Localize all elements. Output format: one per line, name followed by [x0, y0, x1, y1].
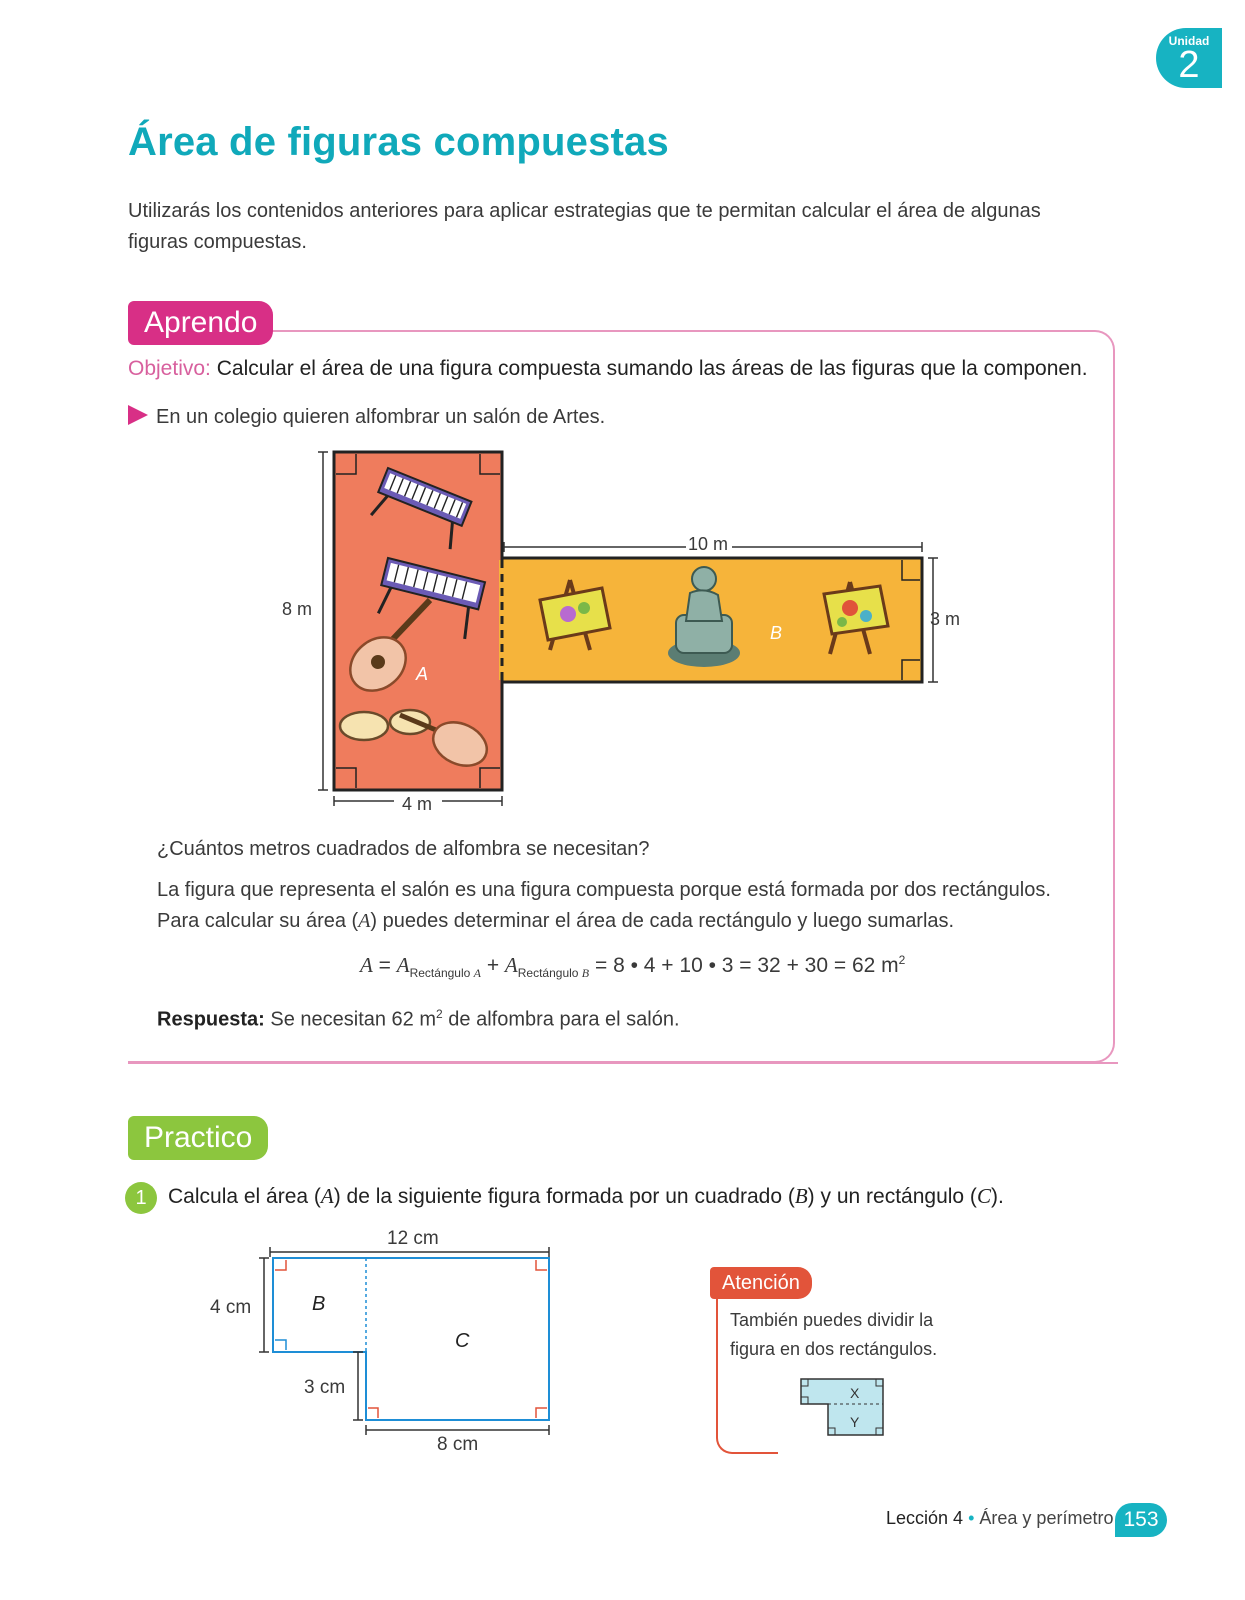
exercise-text-d: ). [990, 1185, 1004, 1208]
rectangle-c-label: C [455, 1330, 470, 1352]
formula-sub-b-var: B [581, 966, 590, 981]
explanation-text-b: ) puedes determinar el área de cada rectángulo y luego sumarlas. [370, 910, 955, 932]
formula-sub-a-var: A [473, 966, 481, 981]
middle-height-label: 3 cm [304, 1377, 346, 1398]
question-text: ¿Cuántos metros cuadrados de alfombra se necesitan? [157, 838, 650, 860]
answer-text-b: de alfombra para el salón. [442, 1008, 680, 1031]
attention-figure [796, 1374, 890, 1440]
region-x-label: X [850, 1385, 860, 1401]
footer-lesson [886, 1508, 1113, 1529]
region-y-label: Y [850, 1414, 860, 1430]
exercise-text [168, 1184, 1004, 1209]
formula-eq: = [372, 954, 397, 977]
answer-label: Respuesta: [157, 1008, 265, 1031]
attention-tab: Atención [710, 1267, 812, 1299]
exercise-text-b: ) de la siguiente figura formada por un cuadrado ( [333, 1185, 795, 1208]
page-title: Área de figuras compuestas [128, 120, 669, 164]
explanation-line-2 [157, 906, 954, 937]
answer-text-a: Se necesitan 62 m [264, 1008, 437, 1031]
lesson-label: Lección 4 [886, 1508, 964, 1528]
practico-tab: Practico [128, 1116, 268, 1160]
area-formula [360, 953, 905, 981]
region-b-label: B [770, 623, 783, 643]
exercise-var-b: B [794, 1184, 808, 1208]
answer-exponent: 2 [436, 1007, 443, 1021]
unit-label: Unidad [1168, 34, 1210, 48]
formula-term-b: A [504, 953, 518, 977]
formula-term-a: A [396, 953, 410, 977]
top-length-label: 10 m [688, 534, 729, 554]
objective-label: Objetivo: [128, 357, 211, 380]
answer [157, 1007, 680, 1032]
formula-sub-b [518, 966, 589, 980]
formula-plus: + [480, 954, 505, 977]
square-b-label: B [312, 1293, 326, 1315]
formula-lhs: A [360, 953, 373, 977]
room-figure [270, 440, 990, 820]
right-height-label: 3 m [930, 609, 961, 629]
bottom-length-label: 8 cm [437, 1434, 479, 1455]
left-height-label: 4 cm [210, 1297, 252, 1318]
lesson-topic: Área y perímetro [979, 1508, 1114, 1528]
triangle-bullet-icon [128, 405, 148, 425]
exercise-text-a: Calcula el área ( [168, 1185, 321, 1208]
exercise-var-a: A [320, 1184, 334, 1208]
unit-badge [1156, 28, 1222, 88]
top-length-label: 12 cm [387, 1228, 439, 1249]
unit-number: 2 [1178, 44, 1200, 86]
intro-text: Utilizarás los contenidos anteriores para aplicar estrategias que te permitan calcular el área de algunas figuras compuestas. [128, 200, 1041, 253]
explanation-text-a: Para calcular su área ( [157, 910, 359, 932]
exercise-var-c: C [976, 1184, 991, 1208]
exercise-text-c: ) y un rectángulo ( [807, 1185, 977, 1208]
problem-text: En un colegio quieren alfombrar un salón de Artes. [156, 406, 606, 428]
formula-sub-b-text: Rectángulo [517, 966, 582, 981]
small-composite-shape [801, 1379, 883, 1435]
explanation-line-1: La figura que representa el salón es una figura compuesta porque está formada por dos rectángulos. [157, 879, 1051, 901]
aprendo-frame-bottom [128, 1062, 1118, 1064]
formula-sub-a [410, 966, 481, 980]
formula-result: = 8 • 4 + 10 • 3 = 32 + 30 = 62 m [589, 954, 899, 977]
footer-bullet: • [968, 1508, 975, 1528]
objective [128, 357, 1088, 381]
explanation-variable: A [358, 910, 371, 932]
height-label: 8 m [282, 599, 313, 619]
attention-text: También puedes dividir la figura en dos rectángulos. [730, 1310, 938, 1359]
page-number: 153 [1115, 1503, 1167, 1537]
region-a-label: A [416, 664, 429, 684]
aprendo-tab: Aprendo [128, 301, 273, 345]
exercise-number: 1 [125, 1182, 157, 1214]
exercise-figure [200, 1222, 580, 1462]
problem-statement [128, 405, 605, 429]
objective-text: Calcular el área de una figura compuesta sumando las áreas de las figuras que la componen. [216, 357, 1088, 380]
width-label: 4 m [402, 794, 433, 814]
formula-exponent: 2 [898, 953, 906, 967]
formula-sub-a-text: Rectángulo [409, 966, 474, 981]
